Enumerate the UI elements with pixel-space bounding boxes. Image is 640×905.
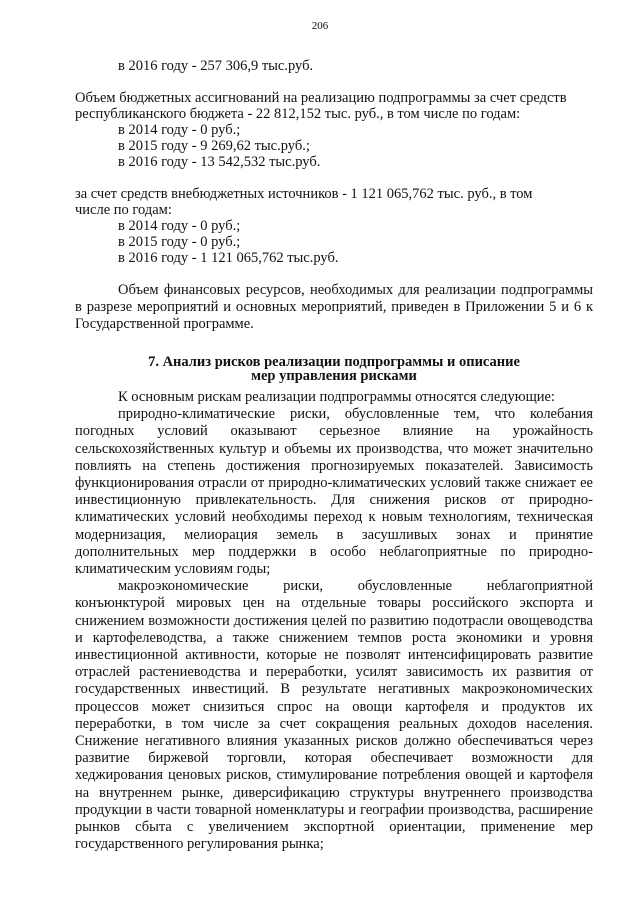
risks-intro: К основным рискам реализации подпрограммы относятся следующие: [118,389,555,405]
republican-budget-intro-line2: республиканского бюджета - 22 812,152 тыс. руб., в том числе по годам: [75,106,521,122]
extrabudgetary-intro-line1: за счет средств внебюджетных источников - 1 121 065,762 тыс. руб., в том [75,186,533,202]
extrabudgetary-2016: в 2016 году - 1 121 065,762 тыс.руб. [118,250,339,266]
section-heading-line1: 7. Анализ рисков реализации подпрограммы и описание [148,354,520,370]
republican-budget-intro-line1: Объем бюджетных ассигнований на реализацию подпрограммы за счет средств [75,90,567,106]
financial-resources-paragraph: Объем финансовых ресурсов, необходимых для реализации подпрограммы в разрезе мероприятий и основных мероприятий, приведен в Приложении 5 и 6 к Государственной программе. [75,282,593,332]
republican-budget-2014: в 2014 году - 0 руб.; [118,122,241,138]
extrabudgetary-2015: в 2015 году - 0 руб.; [118,234,241,250]
risk-paragraph-macroeconomic: макроэкономические риски, обусловленные неблагоприятной конъюнктурой мировых цен на отдельные товары российского экспорта и снижением возможности достижения целей по развитию подотрасли овощеводства и картофелеводства, а также снижением темпов роста экономики и уровня инвестиционной активности, которые не позволят интенсифицировать развитие отраслей растениеводства и переработки, усилят зависимость их развития от государственных инвестиций. В результате негативных макроэкономических процессов может снизиться спрос на овощи картофеля и продуктов их переработки, в том числе за счет сокращения реальных доходов населения. Снижение негативного влияния указанных рисков должно обеспечиваться через развитие биржевой торговли, которая обеспечивает возможности для хеджирования ценовых рисков, стимулирование потребления овощей и картофеля на внутреннем рынке, диверсификацию структуры внутреннего производства продукции в части товарной номенклатуры и географии производства, расширение рынков сбыта с увеличением экспортной ориентации, применение мер государственного регулирования рынка; [75,578,593,853]
section-heading-line2: мер управления рисками [251,368,417,384]
extrabudgetary-2014: в 2014 году - 0 руб.; [118,218,241,234]
risk-paragraph-climate: природно-климатические риски, обусловленные тем, что колебания погодных условий оказывают серьезное влияние на урожайность сельскохозяйственных культур и объемы их производства, что может значительно повлиять на степень достижения прогнозируемых показателей. Зависимость функционирования отрасли от природно-климатических условий также снижает ее инвестиционную привлекательность. Для снижения рисков от природно-климатических условий необходимы переход к новым технологиям, техническая модернизация, мелиорация земель в засушливых зонах и принятие дополнительных мер поддержки в особо неблагоприятные по природно-климатическим условиям годы; [75,406,593,578]
republican-budget-2015: в 2015 году - 9 269,62 тыс.руб.; [118,138,310,154]
budget-2016-total: в 2016 году - 257 306,9 тыс.руб. [118,58,314,74]
page-number: 206 [311,20,329,32]
extrabudgetary-intro-line2: числе по годам: [75,202,172,218]
document-body [75,58,593,853]
republican-budget-2016: в 2016 году - 13 542,532 тыс.руб. [118,154,321,170]
